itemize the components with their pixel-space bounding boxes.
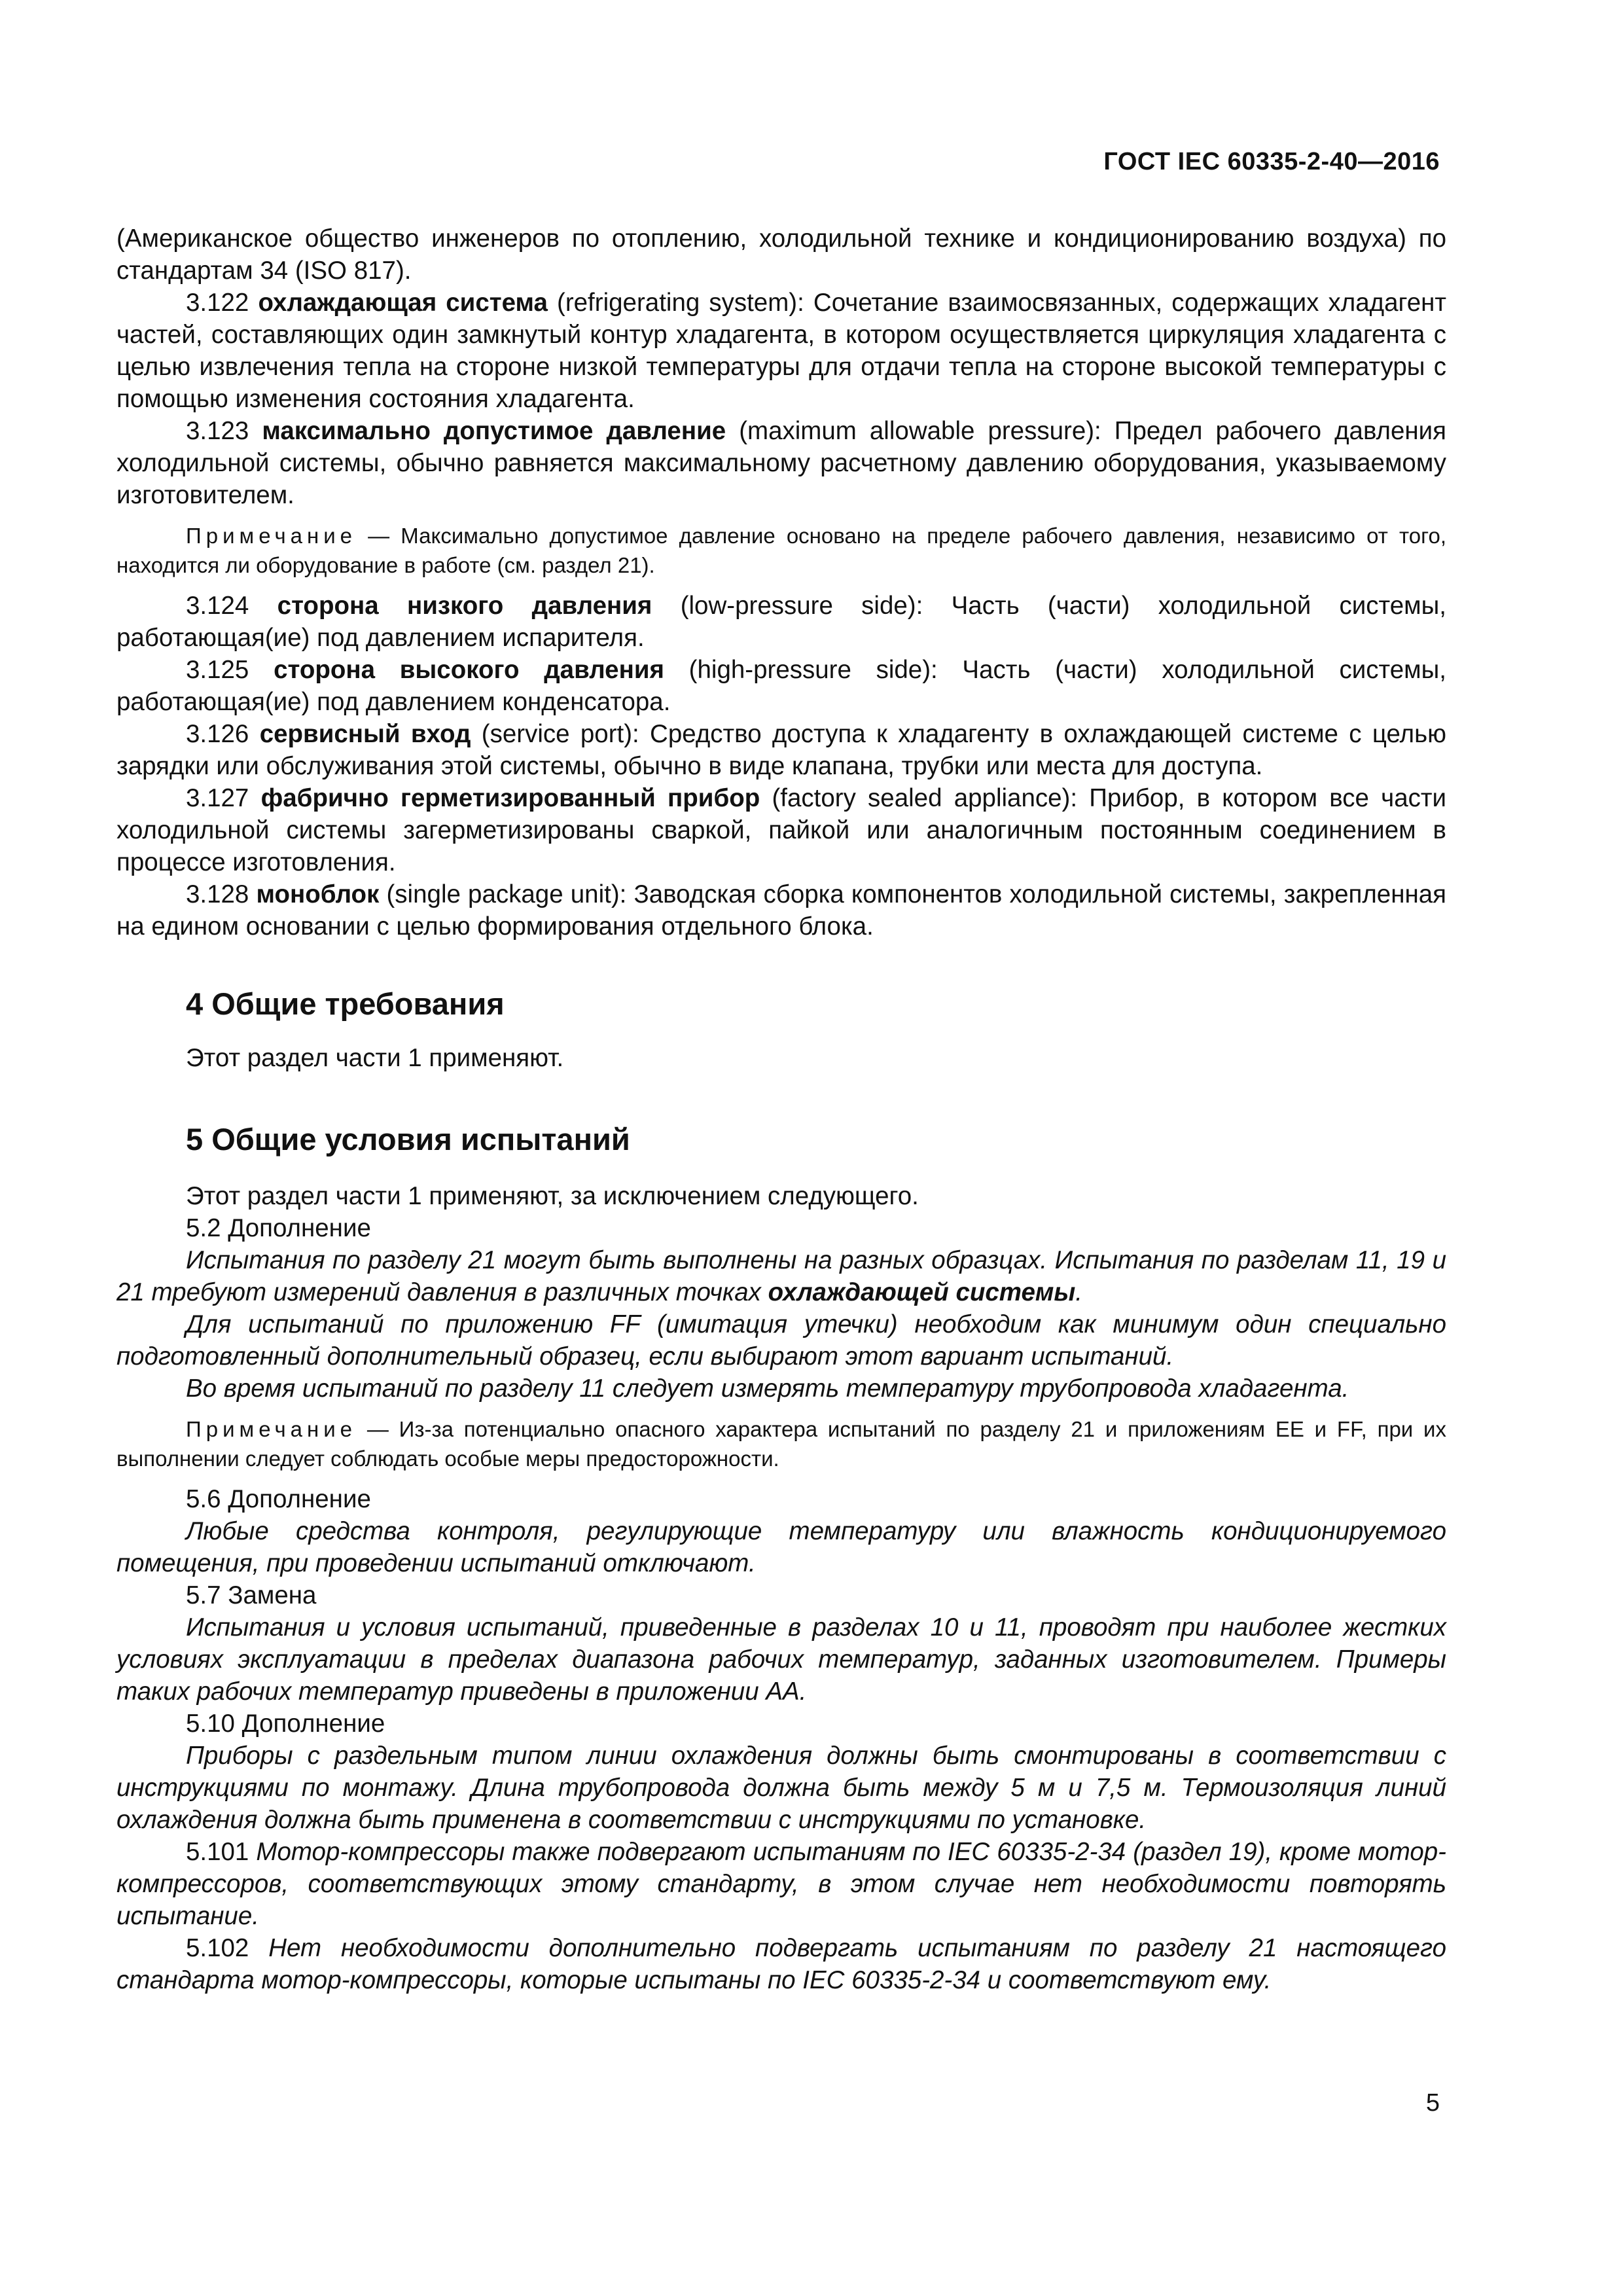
continued-paragraph: (Американское общество инженеров по отоплению, холодильной технике и кондиционированию воздуха) по стандартам 34 (ISO 817). [116,224,1446,285]
page-content [116,223,1446,1996]
definition-text: (single package unit): Заводская сборка компонентов холодильной системы, закрепленная на едином основании с целью формирования отдельного блока. [116,880,1446,941]
definition-3-124 [116,590,1446,654]
note-2 [116,1414,1446,1473]
clause-5-7-label: 5.7 Замена [186,1581,317,1609]
page-number: 5 [1425,2089,1440,2117]
clause-number: 3.127 [186,784,249,812]
note-text: — Максимально допустимое давление основано на пределе рабочего давления, независимо от того, находится ли оборудование в работе (см. раздел 21). [116,524,1446,577]
definition-3-128 [116,878,1446,942]
clause-5-2-para-2: Для испытаний по приложению FF (имитация утечки) необходим как минимум один специально подготовленный дополнительный образец, если выбирают этот вариант испытаний. [116,1310,1446,1371]
section-5-heading: 5 Общие условия испытаний [186,1122,630,1157]
definition-text: (service port): Средство доступа к хладагенту в охлаждающей системе с целью зарядки или обслуживания этой системы, обычно в виде клапана, трубки или места для доступа. [116,720,1447,780]
clause-number: 3.125 [186,656,249,684]
definition-text: (maximum allowable pressure): Предел рабочего давления холодильной системы, обычно равняется максимальному расчетному давлению оборудования, указываемому изготовителем. [116,417,1447,509]
definition-3-125 [116,654,1446,718]
clause-5-6-label: 5.6 Дополнение [186,1485,371,1513]
clause-number: 5.102 [186,1934,249,1962]
clause-text: . [1075,1278,1082,1306]
clause-number: 3.122 [186,289,249,317]
clause-number: 3.128 [186,880,249,908]
term: сторона низкого давления [277,592,652,620]
clause-text: Нет необходимости дополнительно подвергать испытаниям по разделу 21 настоящего стандарта мотор-компрессоры, которые испытаны по IEC 60335-2-34 и соответствуют ему. [116,1934,1446,1994]
note-label: Примечание [186,524,357,548]
term: фабрично герметизированный прибор [260,784,760,812]
definition-text: (high-pressure side): Часть (части) холодильной системы, работающая(ие) под давлением конденсатора. [116,656,1446,716]
clause-5-2-label: 5.2 Дополнение [186,1214,371,1242]
note-label: Примечание [186,1417,357,1441]
section-4-text: Этот раздел части 1 применяют. [186,1044,564,1072]
clause-5-10-label: 5.10 Дополнение [186,1710,385,1738]
term: охлаждающей системы [768,1278,1076,1306]
document-header: ГОСТ IEC 60335-2-40—2016 [1103,148,1440,175]
term: сервисный вход [259,720,471,748]
definition-text: (refrigerating system): Сочетание взаимосвязанных, содержащих хладагент частей, составляющих один замкнутый контур хладагента, в котором осуществляется циркуляция хладагента с целью извлечения тепла на стороне низкой температуры для отдачи тепла на стороне высокой температуры с помощью изменения состояния хладагента. [116,289,1447,413]
note-text: — Из-за потенциально опасного характера испытаний по разделу 21 и приложениям EE и FF, при их выполнении следует соблюдать особые меры предосторожности. [116,1417,1446,1471]
clause-text: Мотор-компрессоры также подвергают испытаниям по IEC 60335-2-34 (раздел 19), кроме мотор-компрессоров, соответствующих этому стандарту, в этом случае нет необходимости повторять испытание. [116,1838,1446,1930]
clause-5-2-para-3: Во время испытаний по разделу 11 следует измерять температуру трубопровода хладагента. [186,1374,1349,1403]
term: охлаждающая система [258,289,548,317]
definition-3-127 [116,782,1446,878]
clause-text: Испытания по разделу 21 могут быть выполнены на разных образцах. Испытания по разделам 11, 19 и 21 требуют измерений давления в различных точках [116,1246,1446,1306]
definition-text: (factory sealed appliance): Прибор, в котором все части холодильной системы загерметизированы сваркой, пайкой или аналогичным постоянным соединением в процессе изготовления. [116,784,1447,876]
clause-number: 5.101 [186,1838,249,1866]
definition-3-122 [116,287,1446,415]
section-4-heading: 4 Общие требования [186,986,505,1021]
clause-5-7-text: Испытания и условия испытаний, приведенные в разделах 10 и 11, проводят при наиболее жестких условиях эксплуатации в пределах диапазона рабочих температур, заданных изготовителем. Примеры таких рабочих температур приведены в приложении АА. [116,1613,1446,1706]
clause-5-2-para-1 [116,1244,1446,1308]
term: сторона высокого давления [274,656,664,684]
note-1 [116,521,1446,580]
clause-number: 3.126 [186,720,249,748]
clause-number: 3.123 [186,417,249,445]
clause-5-6-text: Любые средства контроля, регулирующие температуру или влажность кондиционируемого помещения, при проведении испытаний отключают. [116,1517,1446,1577]
clause-number: 3.124 [186,592,249,620]
term: максимально допустимое давление [262,417,726,445]
definition-text: (low-pressure side): Часть (части) холодильной системы, работающая(ие) под давлением испарителя. [116,592,1447,652]
section-5-intro: Этот раздел части 1 применяют, за исключением следующего. [186,1182,919,1210]
clause-5-10-text: Приборы с раздельным типом линии охлаждения должны быть смонтированы в соответствии с инструкциями по монтажу. Длина трубопровода должна быть между 5 м и 7,5 м. Термоизоляция линий охлаждения должна быть применена в соответствии с инструкциями по установке. [116,1742,1446,1834]
clause-5-102 [116,1932,1446,1996]
clause-5-101 [116,1836,1446,1932]
term: моноблок [256,880,380,908]
definition-3-126 [116,718,1446,782]
definition-3-123 [116,415,1446,511]
